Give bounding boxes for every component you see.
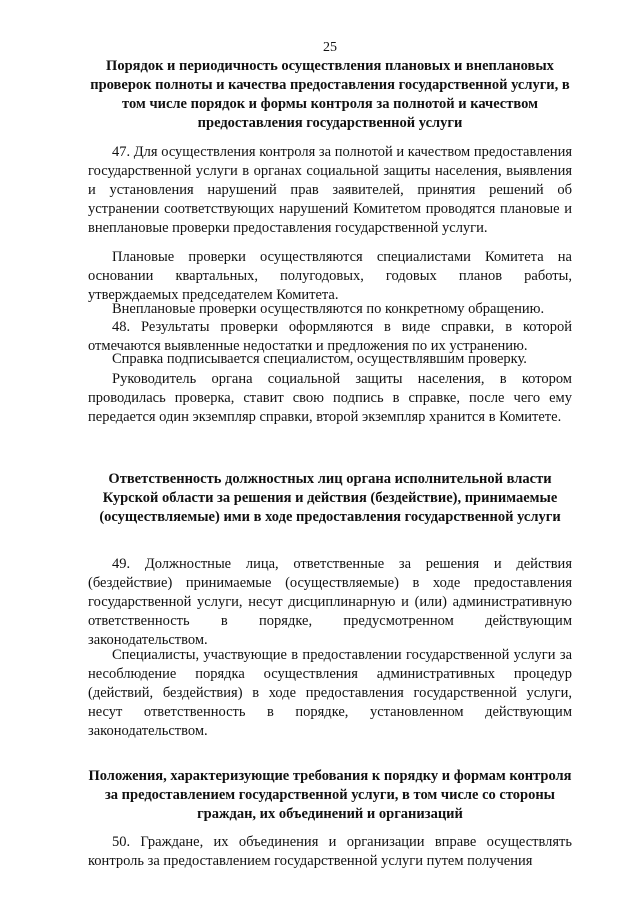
paragraph-report-signed: Справка подписывается специалистом, осуществлявшим проверку. — [112, 351, 527, 367]
section-heading-responsibility: Ответственность должностных лиц органа исполнительной власти Курской области за решения и действия (бездействие), принимаемые (осуществляемые) ими в ходе предоставления государственной услуги — [99, 471, 561, 525]
paragraph-head-signature: Руководитель органа социальной защиты населения, в котором проводилась проверка, ставит свою подпись в справке, после чего ему передается один экземпляр справки, второй экземпляр хранится в Комитете. — [88, 371, 572, 425]
page-number: 25 — [323, 40, 337, 55]
paragraph-planned-inspections: Плановые проверки осуществляются специалистами Комитета на основании квартальных, полугодовых, годовых планов работы, утверждаемых председателем Комитета. — [88, 249, 572, 303]
paragraph-50: 50. Граждане, их объединения и организации вправе осуществлять контроль за предоставлением государственной услуги путем получения — [88, 834, 572, 869]
paragraph-49: 49. Должностные лица, ответственные за решения и действия (бездействие) принимаемые (осуществляемые) в ходе предоставления государственной услуги, несут дисциплинарную и (или) административную ответственность в порядке, предусмотренном действующим законодательством. — [88, 556, 572, 648]
paragraph-48: 48. Результаты проверки оформляются в виде справки, в которой отмечаются выявленные недостатки и предложения по их устранению. — [88, 319, 572, 354]
paragraph-47: 47. Для осуществления контроля за полнотой и качеством предоставления государственной услуги в органах социальной защиты населения, выявления и установления нарушений прав заявителей, принятия решений об устранении соответствующих нарушений Комитетом проводятся плановые и внеплановые проверки предоставления государственной услуги. — [88, 144, 572, 236]
section-heading-control-requirements: Положения, характеризующие требования к порядку и формам контроля за предоставлением государственной услуги, в том числе со стороны граждан, их объединений и организаций — [88, 768, 572, 822]
section-heading-inspections: Порядок и периодичность осуществления плановых и внеплановых проверок полноты и качества предоставления государственной услуги, в том числе порядок и формы контроля за полнотой и качеством предоставления государственной услуги — [90, 58, 570, 131]
paragraph-unplanned-inspections: Внеплановые проверки осуществляются по конкретному обращению. — [112, 301, 545, 317]
paragraph-specialists: Специалисты, участвующие в предоставлении государственной услуги за несоблюдение порядка осуществления административных процедур (действий, бездействия) в ходе предоставления государственной услуги, несут ответственность в порядке, установленном действующим законодательством. — [88, 647, 572, 739]
